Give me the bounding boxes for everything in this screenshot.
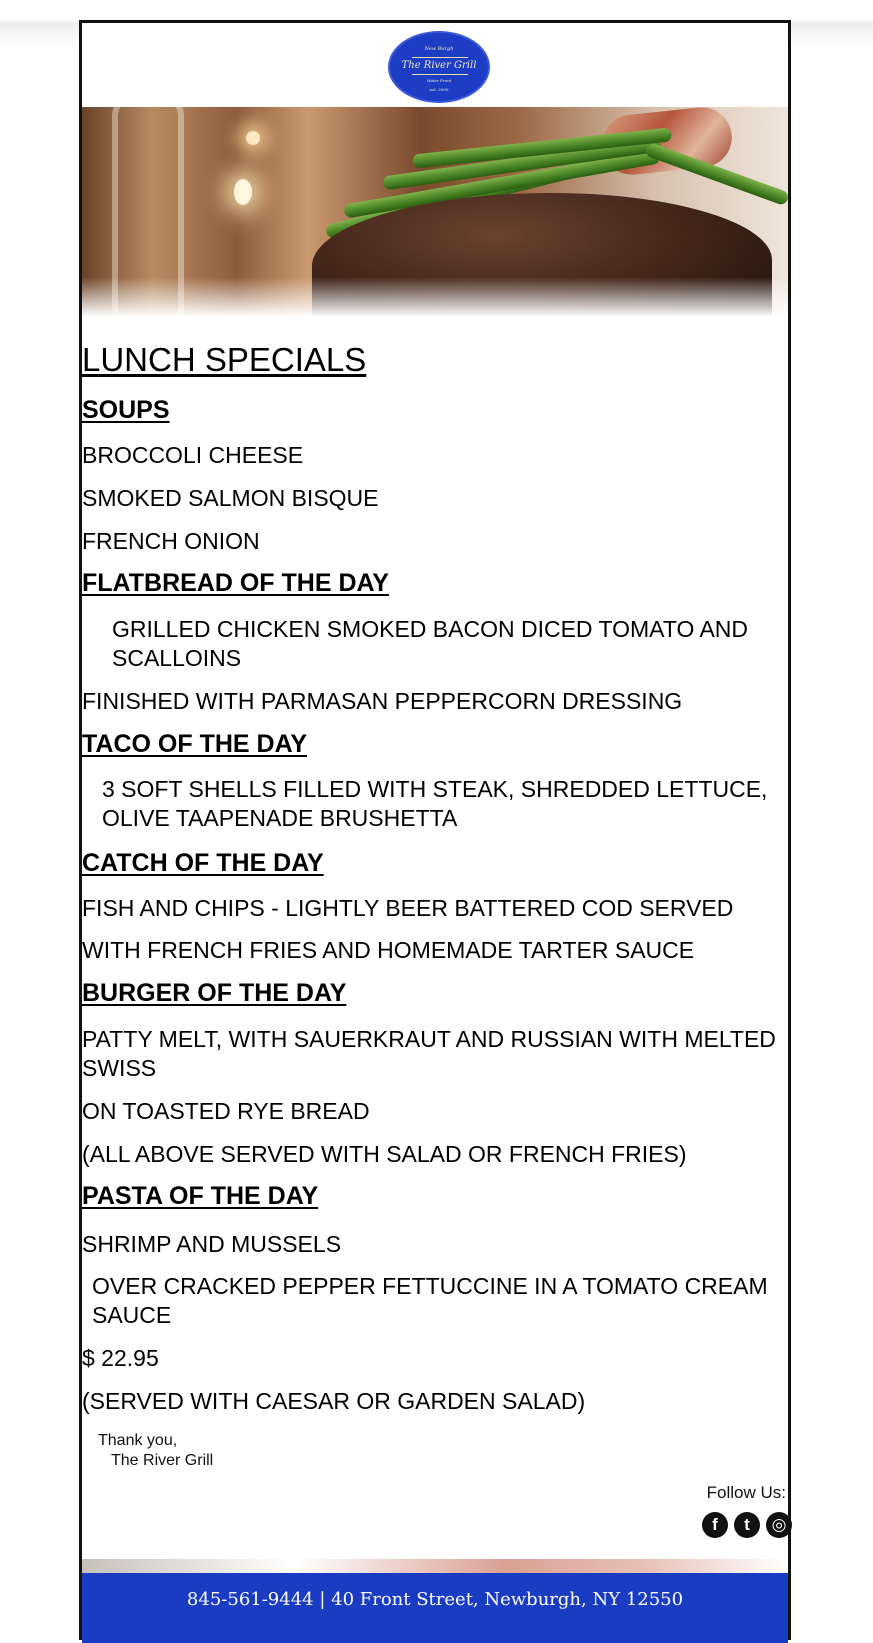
section-heading-flatbread: FLATBREAD OF THE DAY [82, 569, 389, 597]
logo-name: The River Grill [401, 60, 477, 71]
section-heading-catch: CATCH OF THE DAY [82, 849, 324, 877]
hero-image-steak [82, 107, 788, 317]
logo-line4: est. 2000 [429, 87, 449, 92]
bokeh-light [246, 131, 260, 145]
footer-contact-text: 845-561-9444 | 40 Front Street, Newburgh, NY 12550 [186, 1589, 684, 1610]
menu-item: FINISHED WITH PARMASAN PEPPERCORN DRESSING [82, 688, 683, 714]
signoff-name: The River Grill [111, 1452, 214, 1469]
bokeh-light [234, 179, 252, 205]
river-grill-logo[interactable] [388, 31, 490, 103]
section-heading-taco: TACO OF THE DAY [82, 730, 308, 758]
menu-item: FRENCH ONION [82, 528, 260, 554]
logo-rule-bottom [412, 74, 468, 75]
price: $ 22.95 [82, 1345, 159, 1371]
menu-item: 3 SOFT SHELLS FILLED WITH STEAK, SHREDDED LETTUCE, OLIVE TAAPENADE BRUSHETTA [102, 776, 768, 831]
menu-item: BROCCOLI CHEESE [82, 442, 304, 468]
signoff-thanks: Thank you, [98, 1432, 178, 1449]
menu-item: SHRIMP AND MUSSELS [82, 1231, 342, 1257]
logo-header [82, 23, 788, 109]
hero-fade [82, 277, 788, 317]
email-body [79, 20, 791, 1640]
menu-item: PATTY MELT, WITH SAUERKRAUT AND RUSSIAN WITH MELTED SWISS [82, 1026, 776, 1081]
section-heading-burger: BURGER OF THE DAY [82, 979, 347, 1007]
menu-item: SMOKED SALMON BISQUE [82, 485, 379, 511]
instagram-icon[interactable]: ◎ [766, 1512, 792, 1538]
twitter-icon[interactable]: t [734, 1512, 760, 1538]
menu-item: WITH FRENCH FRIES AND HOMEMADE TARTER SAUCE [82, 937, 695, 963]
logo-rule-top [412, 57, 468, 58]
follow-us-label: Follow Us: [706, 1483, 786, 1502]
footer-image-strip [82, 1559, 788, 1573]
menu-item: (ALL ABOVE SERVED WITH SALAD OR FRENCH FRIES) [82, 1141, 687, 1167]
menu-item: GRILLED CHICKEN SMOKED BACON DICED TOMATO AND SCALLOINS [112, 616, 749, 671]
menu-item: ON TOASTED RYE BREAD [82, 1098, 370, 1124]
menu-item: (SERVED WITH CAESAR OR GARDEN SALAD) [82, 1388, 586, 1414]
facebook-icon[interactable]: f [702, 1512, 728, 1538]
menu-item: OVER CRACKED PEPPER FETTUCCINE IN A TOMATO CREAM SAUCE [92, 1273, 768, 1328]
section-heading-pasta: PASTA OF THE DAY [82, 1182, 319, 1210]
section-heading-soups: SOUPS [82, 396, 170, 424]
page-title: LUNCH SPECIALS [82, 341, 367, 378]
menu-item: FISH AND CHIPS - LIGHTLY BEER BATTERED COD SERVED [82, 895, 734, 921]
logo-line3: Water Front [426, 78, 452, 83]
footer-contact [82, 1573, 788, 1643]
logo-line1: New Burgh [424, 46, 454, 52]
